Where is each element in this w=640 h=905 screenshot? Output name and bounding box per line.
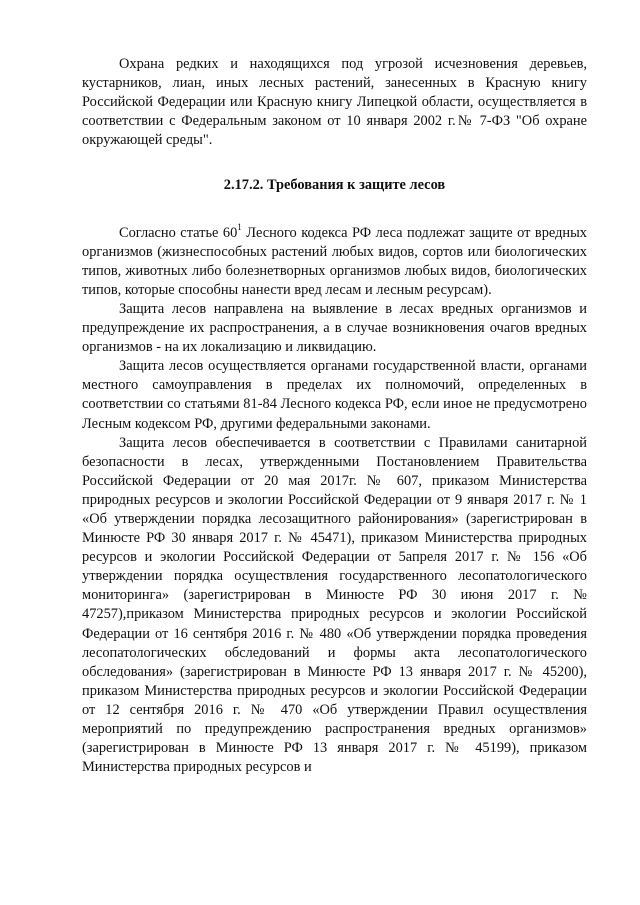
- section-heading: 2.17.2. Требования к защите лесов: [223, 177, 446, 194]
- paragraph-regulations: Защита лесов обеспечивается в соответствии с Правилами санитарной безопасности в лесах, утвержденными Постановлением Правительства Российской Федерации от 20 мая 2017г. № 607, приказом Министерства природных ресурсов и экологии Российской Федерации от 9 января 2017 г. № 1 «Об утверждении порядка лесозащитного районирования» (зарегистрирован в Минюсте РФ 30 января 2017 г. № 45471), приказом Министерства природных ресурсов и экологии Российской Федерации от 5апреля 2017 г. № 156 «Об утверждении порядка осуществления государственного лесопатологического мониторинга» (зарегистрирован в Минюсте РФ 30 июня 2017 г. № 47257),приказом Министерства природных ресурсов и экологии Российской Федерации от 16 сентября 2016 г. № 480 «Об утверждении порядка проведения лесопатологических обследований и формы акта лесопатологического обследования» (зарегистрирован в Минюсте РФ 13 января 2017 г. № 45200), приказом Министерства природных ресурсов и экологии Российской Федерации от 12 сентября 2016 г. № 470 «Об утверждении Правил осуществления мероприятий по предупреждению распространения вредных организмов» (зарегистрирован в Минюсте РФ 13 января 2017 г. № 45199), приказом Министерства природных ресурсов и: [82, 434, 587, 776]
- paragraph-article-60-start: Согласно статье 60: [119, 224, 238, 241]
- paragraph-article-60-rest: Лесного кодекса РФ леса подлежат защите от вредных организмов (жизнеспособных растений любых видов, сортов или биологических типов, животных либо болезнетворных организмов любых видов, биологических типов, которые способны нанести вред лесам и лесным ресурсам).: [82, 224, 587, 298]
- superscript-marker: 1: [237, 221, 242, 232]
- paragraph-article-60: [82, 221, 587, 300]
- paragraph-protection-purpose: Защита лесов направлена на выявление в лесах вредных организмов и предупреждение их распространения, а в случае возникновения очагов вредных организмов - на их локализацию и ликвидацию.: [82, 300, 587, 356]
- document-body: [82, 55, 587, 777]
- paragraph-protection-authorities: Защита лесов осуществляется органами государственной власти, органами местного самоуправления в пределах их полномочий, определенных в соответствии со статьями 81-84 Лесного кодекса РФ, если иное не предусмотрено Лесным кодексом РФ, другими федеральными законами.: [82, 358, 587, 432]
- intro-paragraph: Охрана редких и находящихся под угрозой исчезновения деревьев, кустарников, лиан, иных лесных растений, занесенных в Красную книгу Российской Федерации или Красную книгу Липецкой области, осуществляется в соответствии с Федеральным законом от 10 января 2002 г.№ 7-ФЗ "Об охране окружающей среды".: [82, 56, 587, 149]
